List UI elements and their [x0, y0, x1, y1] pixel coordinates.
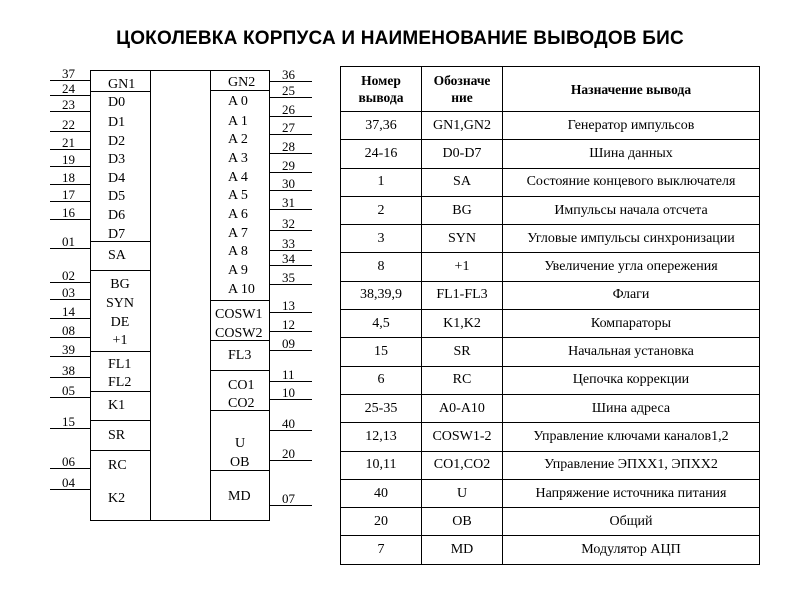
left-pin-label: GN1: [108, 77, 136, 92]
cell-pin-number: 24-16: [341, 140, 422, 168]
right-pin-number: 35: [282, 270, 295, 285]
cell-pin-number: 10,11: [341, 451, 422, 479]
left-pin-label: D7: [108, 227, 126, 242]
right-pin-number: 40: [282, 416, 295, 431]
cell-purpose: Генератор импульсов: [503, 112, 760, 140]
left-pin-label: K2: [108, 491, 126, 506]
right-pin-label: COSW2: [215, 326, 263, 341]
table-row: [341, 536, 760, 564]
left-pin-number: 19: [62, 152, 75, 167]
cell-purpose: Управление ЭПХХ1, ЭПХХ2: [503, 451, 760, 479]
left-pin-number: 23: [62, 97, 75, 112]
left-pin-label: D4: [108, 171, 126, 186]
table-row: [341, 225, 760, 253]
right-pin-label: MD: [228, 489, 251, 504]
table-row: [341, 310, 760, 338]
left-pin-label: D5: [108, 189, 126, 204]
right-pin-label: A 7: [228, 226, 248, 241]
cell-designation: FL1-FL3: [422, 281, 503, 309]
left-pin-number: 02: [62, 268, 75, 283]
left-pin-number: 17: [62, 187, 75, 202]
left-pin-label: FL2: [108, 375, 132, 390]
right-pin-number: 09: [282, 336, 295, 351]
cell-designation: GN1,GN2: [422, 112, 503, 140]
cell-pin-number: 12,13: [341, 423, 422, 451]
cell-pin-number: 20: [341, 508, 422, 536]
page-title: ЦОКОЛЕВКА КОРПУСА И НАИМЕНОВАНИЕ ВЫВОДОВ БИС: [116, 28, 684, 49]
right-pin-number: 20: [282, 446, 295, 461]
right-pin-number: 29: [282, 158, 295, 173]
cell-pin-number: 38,39,9: [341, 281, 422, 309]
left-pin-number: 15: [62, 414, 75, 429]
left-pin-label: D3: [108, 152, 126, 167]
left-pin-number: 38: [62, 363, 75, 378]
left-pin-label: D2: [108, 134, 126, 149]
cell-designation: A0-A10: [422, 394, 503, 422]
cell-designation: K1,K2: [422, 310, 503, 338]
cell-designation: RC: [422, 366, 503, 394]
cell-designation: BG: [422, 196, 503, 224]
cell-designation: OB: [422, 508, 503, 536]
left-pin-label: D0: [108, 95, 126, 110]
right-pin-label: A 8: [228, 244, 248, 259]
cell-pin-number: 1: [341, 168, 422, 196]
table-row: [341, 196, 760, 224]
right-pin-number: 30: [282, 176, 295, 191]
right-pin-number: 10: [282, 385, 295, 400]
cell-pin-number: 8: [341, 253, 422, 281]
right-pin-label: A 6: [228, 207, 248, 222]
table-row: [341, 338, 760, 366]
table-row: [341, 394, 760, 422]
cell-purpose: Шина данных: [503, 140, 760, 168]
cell-pin-number: 40: [341, 479, 422, 507]
right-pin-label: A 9: [228, 263, 248, 278]
left-pin-number: 39: [62, 342, 75, 357]
right-pin-number: 31: [282, 195, 295, 210]
cell-purpose: Состояние концевого выключателя: [503, 168, 760, 196]
column-header-pin-number: Номер вывода: [341, 67, 422, 112]
table-row: [341, 253, 760, 281]
left-pin-label: SYN: [105, 296, 135, 311]
right-pin-label: A 10: [228, 282, 255, 297]
cell-pin-number: 2: [341, 196, 422, 224]
left-pin-label: BG: [110, 277, 130, 292]
table-row: [341, 508, 760, 536]
cell-designation: D0-D7: [422, 140, 503, 168]
left-pin-number: 05: [62, 383, 75, 398]
cell-designation: SR: [422, 338, 503, 366]
right-pin-label: FL3: [228, 348, 252, 363]
cell-purpose: Начальная установка: [503, 338, 760, 366]
right-pin-number: 32: [282, 216, 295, 231]
left-pin-number: 18: [62, 170, 75, 185]
left-pin-number: 37: [62, 66, 75, 81]
right-pin-label: A 0: [228, 94, 248, 109]
cell-purpose: Шина адреса: [503, 394, 760, 422]
left-pin-label: K1: [108, 398, 126, 413]
cell-purpose: Компараторы: [503, 310, 760, 338]
left-pin-label: D6: [108, 208, 126, 223]
left-pin-label: +1: [112, 333, 128, 348]
left-pin-label: D1: [108, 115, 126, 130]
right-pin-label: GN2: [228, 75, 256, 90]
left-pin-number: 08: [62, 323, 75, 338]
right-pin-label: A 1: [228, 114, 248, 129]
cell-designation: SYN: [422, 225, 503, 253]
cell-designation: +1: [422, 253, 503, 281]
right-pin-number: 11: [282, 367, 295, 382]
left-pin-label: SA: [108, 248, 126, 263]
cell-purpose: Увеличение угла опережения: [503, 253, 760, 281]
table-row: [341, 140, 760, 168]
chip-pinout-diagram: [0, 0, 340, 600]
left-pin-label: FL1: [108, 357, 132, 372]
table-row: [341, 281, 760, 309]
cell-pin-number: 3: [341, 225, 422, 253]
right-pin-label: A 5: [228, 188, 248, 203]
table-header-row: [341, 67, 760, 112]
left-pin-number: 06: [62, 454, 75, 469]
right-pin-number: 12: [282, 317, 295, 332]
cell-pin-number: 37,36: [341, 112, 422, 140]
table-row: [341, 366, 760, 394]
cell-purpose: Напряжение источника питания: [503, 479, 760, 507]
right-pin-label: CO2: [228, 396, 255, 411]
cell-designation: SA: [422, 168, 503, 196]
left-pin-label: DE: [110, 315, 130, 330]
right-pin-number: 28: [282, 139, 295, 154]
left-pin-number: 24: [62, 81, 75, 96]
right-pin-number: 33: [282, 236, 295, 251]
table-row: [341, 112, 760, 140]
pin-assignment-table: [340, 66, 760, 565]
right-pin-number: 27: [282, 120, 295, 135]
right-pin-number: 34: [282, 251, 295, 266]
right-pin-number: 36: [282, 67, 295, 82]
right-pin-label: OB: [230, 455, 250, 470]
left-pin-number: 03: [62, 285, 75, 300]
cell-purpose: Модулятор АЦП: [503, 536, 760, 564]
cell-purpose: Управление ключами каналов1,2: [503, 423, 760, 451]
column-header-purpose: Назначение вывода: [503, 67, 760, 112]
cell-designation: U: [422, 479, 503, 507]
left-pin-number: 22: [62, 117, 75, 132]
right-pin-label: A 2: [228, 132, 248, 147]
right-pin-label: U: [235, 436, 246, 451]
left-pin-label: SR: [108, 428, 126, 443]
cell-pin-number: 25-35: [341, 394, 422, 422]
cell-purpose: Импульсы начала отсчета: [503, 196, 760, 224]
table-row: [341, 479, 760, 507]
cell-pin-number: 4,5: [341, 310, 422, 338]
table-row: [341, 423, 760, 451]
cell-designation: CO1,CO2: [422, 451, 503, 479]
left-pin-number: 04: [62, 475, 75, 490]
left-pin-number: 16: [62, 205, 75, 220]
right-pin-label: A 3: [228, 151, 248, 166]
column-header-designation: Обозначе ние: [422, 67, 503, 112]
right-pin-number: 25: [282, 83, 295, 98]
right-pin-number: 26: [282, 102, 295, 117]
cell-pin-number: 7: [341, 536, 422, 564]
left-pin-number: 14: [62, 304, 75, 319]
right-pin-label: COSW1: [215, 307, 263, 322]
right-pin-label: A 4: [228, 170, 248, 185]
right-pin-label: CO1: [228, 378, 255, 393]
cell-designation: COSW1-2: [422, 423, 503, 451]
cell-purpose: Флаги: [503, 281, 760, 309]
table-row: [341, 451, 760, 479]
right-pin-number: 07: [282, 491, 295, 506]
left-pin-number: 21: [62, 135, 75, 150]
cell-pin-number: 6: [341, 366, 422, 394]
left-pin-label: RC: [108, 458, 127, 473]
right-pin-number: 13: [282, 298, 295, 313]
cell-purpose: Угловые импульсы синхронизации: [503, 225, 760, 253]
left-pin-number: 01: [62, 234, 75, 249]
cell-pin-number: 15: [341, 338, 422, 366]
cell-purpose: Общий: [503, 508, 760, 536]
cell-purpose: Цепочка коррекции: [503, 366, 760, 394]
cell-designation: MD: [422, 536, 503, 564]
table-row: [341, 168, 760, 196]
